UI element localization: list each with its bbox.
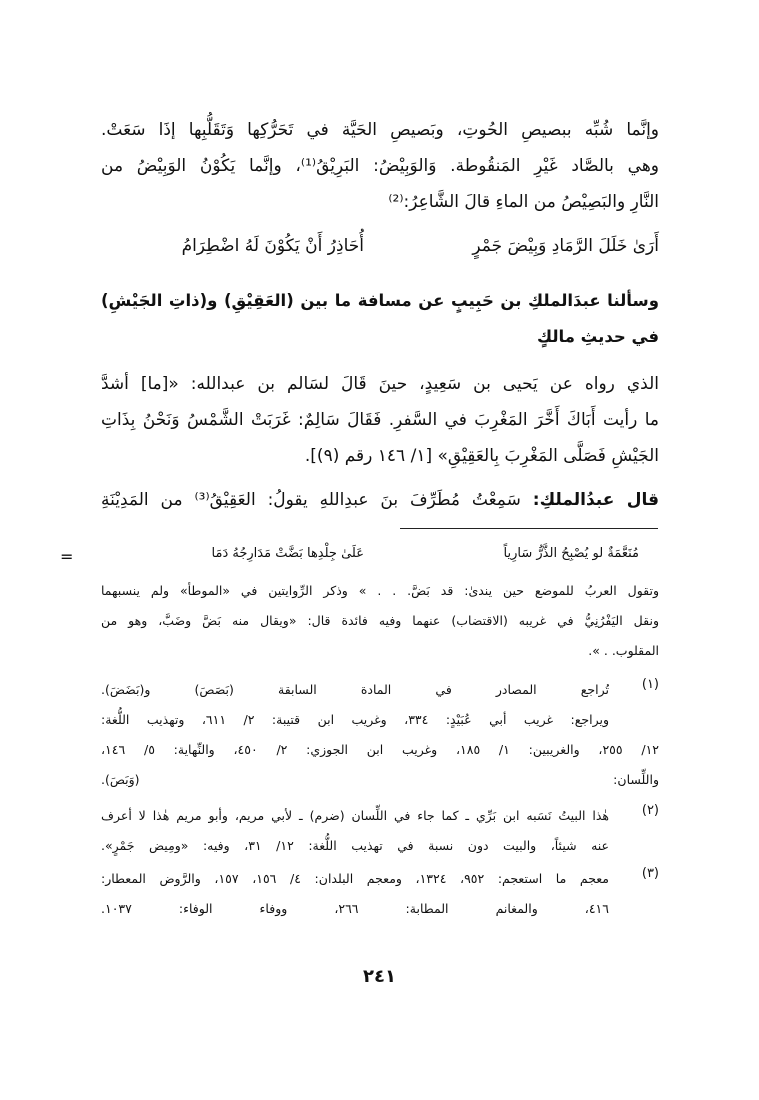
section-heading-line-2: في حديثِ مالكٍ	[536, 327, 659, 346]
footnote-3-line-2: ٤١٦، والمغانم المطابة: ٢٦٦، ووفاء الوفاء: ١٠٣٧.	[101, 901, 609, 916]
footnote-2-line-1: هٰذا البيتُ نَسَبه ابن بَرِّي ـ كما جاء في اللِّسان (ضرم) ـ لأبي مريم، وأبو مريم هٰذا لا أعرف	[101, 808, 609, 823]
footnote-divider	[400, 528, 658, 529]
footnote-continuation-line-2: ونقل اليَفْرُنِيُّ في غريبه (الاقتضاب) عنهما وفيه فائدة قال: «ويقال منه بَضَّ وضَبَّ، وهو من	[101, 613, 659, 628]
body-line-2: وهي بالصَّاد غَيْرِ المَنقُوطة. وَالوَبِيْضُ: البَرِيْقُ⁽¹⁾، وإنَّما يَكُوْنُ الوَبِيْضُ من	[101, 156, 659, 176]
body-line-1: وإنَّما شُبِّه ببصيصِ الحُوتِ، وبَصيصِ الحَيَّة في تَحَرُّكِها وَتَقَلُّبِها إذَا سَعَتْ.	[101, 120, 659, 140]
footnote-1-line-1: تُراجع المصادر في المادة السابقة (بَصَصَ) و(بَضَضَ).	[101, 682, 609, 697]
verse-second-hemistich: أُحَاذِرُ أَنْ يَكُوْنَ لَهُ اضْطِرَامُ	[181, 236, 364, 256]
footnote-1-line-4: واللِّسان: (وَبَصَ).	[101, 772, 659, 787]
quote-text: سَمِعْتُ مُطَرِّفَ بنَ عبدِاللهِ يقولُ: العَقِيْقُ⁽³⁾ من المَدِيْنَةِ	[101, 490, 533, 510]
verse-first-hemistich: أَرَىٰ خَلَلَ الرَّمَادِ وَبِيْضَ جَمْرٍ	[472, 236, 659, 256]
page-number: ٢٤١	[363, 966, 396, 987]
footnote-1-line-2: ويراجع: غريب أبي عُبَيْدٍ: ٣٣٤، وغريب ابن قتيبة: ٢/ ٦١١، وتهذيب اللُّغة:	[101, 712, 609, 727]
footnote-3-number: (٣)	[641, 866, 659, 881]
footnote-continuation-line-3: المقلوب. . ».	[588, 643, 659, 658]
footnote-1-number: (١)	[641, 677, 659, 692]
paragraph-line-1: الذي رواه عن يَحيى بن سَعِيدٍ، حينَ قَالَ لسَالم بن عبدالله: «[ما] أشدَّ	[101, 374, 659, 394]
body-line-3: النَّارِ والبَصِيْصُ من الماءِ قالَ الشَّاعِرُ:⁽²⁾	[388, 192, 659, 212]
footnote-verse-first: مُنَعَّمَةٌ لو يُصْبِحُ الذَّرُّ سَارِياً	[503, 546, 639, 561]
footnote-2-number: (٢)	[641, 803, 659, 818]
speaker-name: قال عبدُالملكِ:	[532, 490, 659, 510]
section-heading-line-1: وسألنا عبدَالملكِ بن حَبِيبٍ عن مسافة ما بين (العَقِيْقِ) و(ذاتِ الجَيْشِ)	[101, 291, 659, 310]
footnote-3-line-1: معجم ما استعجم: ٩٥٢، ١٣٢٤، ومعجم البلدان: ٤/ ١٥٦، ١٥٧، والرَّوض المعطار:	[101, 871, 609, 886]
continuation-marker: =	[60, 547, 74, 566]
footnote-2-line-2: عنه شيئاً، والبيت دون نسبة في تهذيب اللُّغة: ١٢/ ٣١، وفيه: «ومِيض جَمْرٍ».	[101, 838, 609, 853]
footnote-1-line-3: ١٢/ ٢٥٥، والغريبين: ١/ ١٨٥، وغريب ابن الجوزي: ٢/ ٤٥٠، والنِّهاية: ٥/ ١٤٦،	[101, 742, 659, 757]
paragraph-line-4	[101, 482, 659, 518]
paragraph-line-2: ما رأيت أَبَاكَ أَخَّرَ المَغْرِبَ في السَّفرِ. فَقَالَ سَالِمٌ: غَرَبَتْ الشَّمْسُ وَنَحْنُ بِذَاتِ	[101, 410, 659, 430]
paragraph-line-3: الجَيْشِ فَصَلَّى المَغْرِبَ بِالعَقِيْقِ» [١/ ١٤٦ رقم (٩)].	[304, 446, 659, 466]
footnote-verse-second: عَلَىٰ جِلْدِها بَضَّتْ مَدَارِجُهُ دَمَا	[211, 546, 364, 561]
footnote-continuation-line-1: وتقول العربُ للموضع حين يندىٰ: قد بَضَّ. . . » وذكر الرِّوايتين في «الموطأ» ولم ينسبهما	[101, 583, 659, 598]
